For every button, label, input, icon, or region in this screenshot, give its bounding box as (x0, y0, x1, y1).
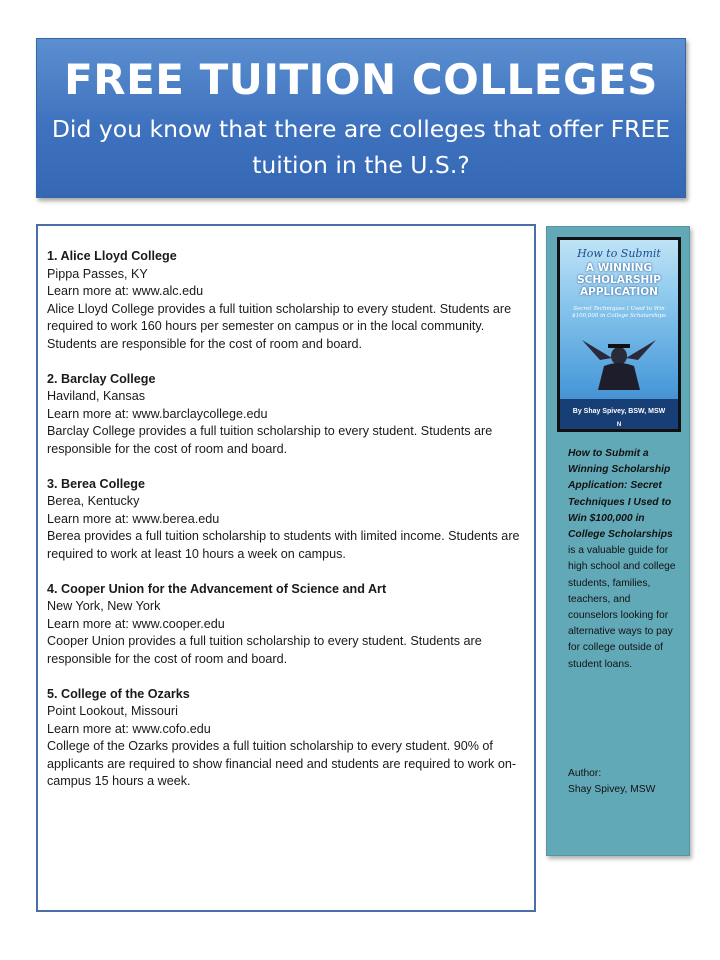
cover-author-band (560, 399, 678, 429)
college-location: New York, New York (47, 599, 161, 613)
college-location: Berea, Kentucky (47, 494, 140, 508)
book-description (568, 446, 676, 673)
college-location: Pippa Passes, KY (47, 266, 148, 281)
author-label: Author: (568, 768, 602, 779)
book-cover (560, 240, 678, 429)
cover-title (560, 262, 678, 298)
college-list-panel (36, 224, 536, 912)
cover-title-line: SCHOLARSHIP (577, 274, 661, 286)
college-description: Berea provides a full tuition scholarship to students with limited income. Students are required to work at least 10 hours a week on campus. (47, 529, 520, 561)
cover-subtitle: Secret Techniques I Used to Win $100,000 in College Scholarships (572, 306, 666, 319)
college-description: Barclay College provides a full tuition scholarship to every student. Students are responsible for the cost of room and board. (47, 424, 493, 456)
college-list (47, 248, 531, 808)
college-location: Haviland, Kansas (47, 389, 146, 403)
college-entry (47, 476, 531, 564)
college-name: 2. Barclay College (47, 371, 156, 386)
college-name: 5. College of the Ozarks (47, 686, 190, 701)
college-description: Cooper Union provides a full tuition scholarship to every student. Students are responsible for the cost of room and board. (47, 634, 482, 666)
cover-title-line: A WINNING (585, 262, 653, 274)
cover-author: By Shay Spivey, BSW, MSW (572, 408, 666, 415)
college-link[interactable]: Learn more at: www.cofo.edu (47, 721, 211, 736)
book-description-text: is a valuable guide for high school and college students, families, teachers, and counselors looking for alternative ways to pay for college outside of student loans. (568, 545, 676, 670)
book-cover-image[interactable] (557, 237, 681, 432)
college-entry (47, 686, 531, 791)
publisher-logo: N (616, 422, 622, 428)
college-link[interactable]: Learn more at: www.barclaycollege.edu (47, 406, 268, 421)
cover-howto-text: How to Submit (577, 247, 661, 260)
college-entry (47, 248, 531, 353)
college-entry (47, 581, 531, 669)
author-credit (568, 766, 678, 798)
page-subtitle: Did you know that there are colleges that offer FREE tuition in the U.S.? (51, 115, 671, 179)
cover-title-line: APPLICATION (580, 286, 658, 298)
college-location: Point Lookout, Missouri (47, 704, 178, 718)
college-link[interactable]: Learn more at: www.alc.edu (47, 284, 204, 298)
college-description: College of the Ozarks provides a full tuition scholarship to every student. 90% of applicants are required to show financial need and students are required to work on-campus 15 hours a week. (47, 739, 517, 788)
college-description: Alice Lloyd College provides a full tuition scholarship to every student. Students are required to work 160 hours per semester on campus or in the local community. Students are responsible for the cost of room and board. (47, 301, 512, 351)
book-title-text: How to Submit a Winning Scholarship Application: Secret Techniques I Used to Win $100,000 in College Scholarships (568, 448, 673, 541)
page-title: FREE TUITION COLLEGES (64, 55, 658, 104)
college-name: 1. Alice Lloyd College (47, 249, 177, 263)
book-promo-sidebar (546, 226, 690, 856)
college-name: 4. Cooper Union for the Advancement of Science and Art (47, 581, 387, 596)
title-banner (36, 38, 686, 198)
college-link[interactable]: Learn more at: www.berea.edu (47, 511, 220, 526)
college-entry (47, 371, 531, 459)
college-link[interactable]: Learn more at: www.cooper.edu (47, 616, 225, 631)
author-name: Shay Spivey, MSW (568, 784, 656, 796)
graduate-figure-icon (560, 330, 678, 390)
college-name: 3. Berea College (47, 476, 145, 491)
